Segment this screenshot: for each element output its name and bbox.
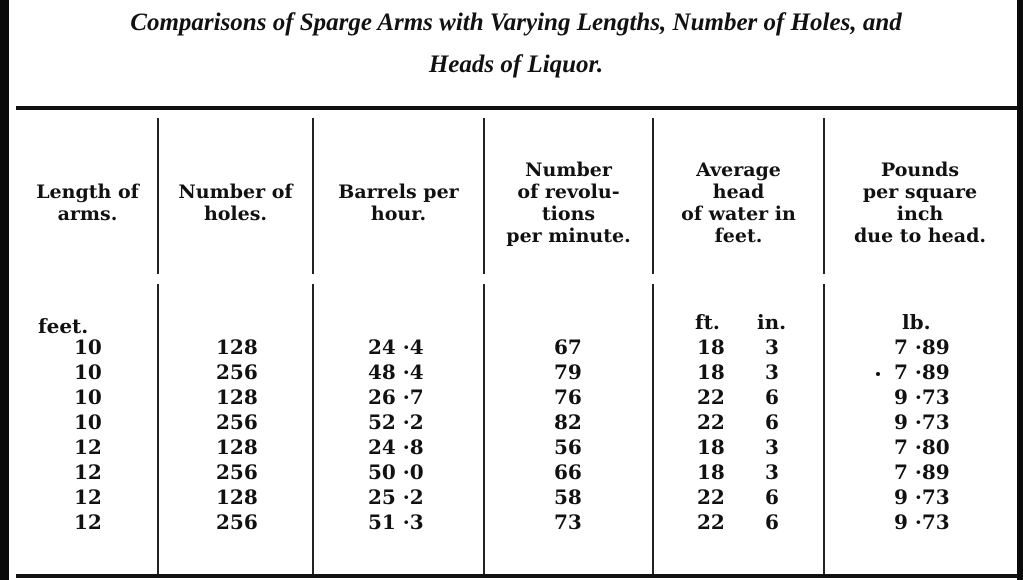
- cell-head-ft: 18: [697, 360, 725, 384]
- cell-barrels: 24 ·8: [368, 435, 424, 459]
- cell-head-ft: 22: [697, 485, 725, 509]
- cell-revolutions: 73: [554, 510, 582, 534]
- cell-pounds: 9 ·73: [894, 485, 950, 509]
- cell-head-in: 6: [765, 410, 779, 434]
- cell-head-ft: 18: [697, 335, 725, 359]
- cell-head-in: 3: [765, 360, 779, 384]
- header-length-of-arms: Length of arms.: [36, 181, 139, 225]
- scan-right-edge: [1017, 0, 1023, 580]
- print-speck: [876, 372, 880, 376]
- cell-head-ft: 18: [697, 435, 725, 459]
- header-average-head: Average head of water in feet.: [681, 159, 796, 247]
- cell-revolutions: 82: [554, 410, 582, 434]
- cell-holes: 256: [216, 360, 258, 384]
- cell-pounds: 9 ·73: [894, 410, 950, 434]
- cell-head-ft: 18: [697, 460, 725, 484]
- header-barrels-per-hour: Barrels per hour.: [338, 181, 459, 225]
- cell-head-in: 6: [765, 385, 779, 409]
- cell-head-in: 3: [765, 460, 779, 484]
- cell-revolutions: 79: [554, 360, 582, 384]
- cell-revolutions: 56: [554, 435, 582, 459]
- cell-pounds: 7 ·89: [894, 460, 950, 484]
- cell-holes: 256: [216, 410, 258, 434]
- column-divider: [157, 284, 159, 574]
- cell-length: 12: [74, 485, 102, 509]
- cell-holes: 256: [216, 460, 258, 484]
- cell-barrels: 50 ·0: [368, 460, 424, 484]
- unit-lb: lb.: [902, 310, 931, 334]
- cell-pounds: 7 ·89: [894, 335, 950, 359]
- cell-length: 12: [74, 435, 102, 459]
- bottom-rule: [16, 574, 1018, 578]
- header-pounds-per-square-inch: Pounds per square inch due to head.: [854, 159, 986, 247]
- cell-revolutions: 66: [554, 460, 582, 484]
- header-number-of-holes: Number of holes.: [178, 181, 293, 225]
- cell-pounds: 9 ·73: [894, 510, 950, 534]
- cell-barrels: 51 ·3: [368, 510, 424, 534]
- cell-pounds: 9 ·73: [894, 385, 950, 409]
- cell-revolutions: 76: [554, 385, 582, 409]
- cell-holes: 128: [216, 435, 258, 459]
- cell-head-ft: 22: [697, 510, 725, 534]
- cell-pounds: 7 ·89: [894, 360, 950, 384]
- top-rule: [16, 106, 1018, 110]
- cell-head-in: 6: [765, 510, 779, 534]
- unit-ft: ft.: [695, 310, 720, 334]
- header-revolutions-per-minute: Number of revolu- tions per minute.: [506, 159, 631, 247]
- column-divider: [823, 284, 825, 574]
- unit-in: in.: [757, 310, 787, 334]
- cell-holes: 128: [216, 485, 258, 509]
- cell-barrels: 24 ·4: [368, 335, 424, 359]
- cell-length: 10: [74, 385, 102, 409]
- column-divider: [312, 284, 314, 574]
- cell-barrels: 25 ·2: [368, 485, 424, 509]
- cell-length: 10: [74, 410, 102, 434]
- cell-head-in: 3: [765, 435, 779, 459]
- cell-holes: 128: [216, 385, 258, 409]
- cell-head-in: 6: [765, 485, 779, 509]
- scan-left-edge: [0, 0, 9, 580]
- column-divider: [652, 284, 654, 574]
- cell-head-ft: 22: [697, 410, 725, 434]
- table-title-line-2: Heads of Liquor.: [428, 51, 604, 78]
- table-title-line-1: Comparisons of Sparge Arms with Varying Lengths, Number of Holes, and: [130, 9, 902, 36]
- cell-revolutions: 58: [554, 485, 582, 509]
- cell-length: 12: [74, 510, 102, 534]
- cell-holes: 256: [216, 510, 258, 534]
- cell-length: 10: [74, 360, 102, 384]
- cell-barrels: 48 ·4: [368, 360, 424, 384]
- column-divider: [483, 284, 485, 574]
- cell-pounds: 7 ·80: [894, 435, 950, 459]
- cell-barrels: 26 ·7: [368, 385, 424, 409]
- cell-head-in: 3: [765, 335, 779, 359]
- cell-head-ft: 22: [697, 385, 725, 409]
- cell-length: 12: [74, 460, 102, 484]
- cell-revolutions: 67: [554, 335, 582, 359]
- cell-barrels: 52 ·2: [368, 410, 424, 434]
- cell-length: 10: [74, 335, 102, 359]
- cell-holes: 128: [216, 335, 258, 359]
- unit-feet: feet.: [38, 314, 89, 338]
